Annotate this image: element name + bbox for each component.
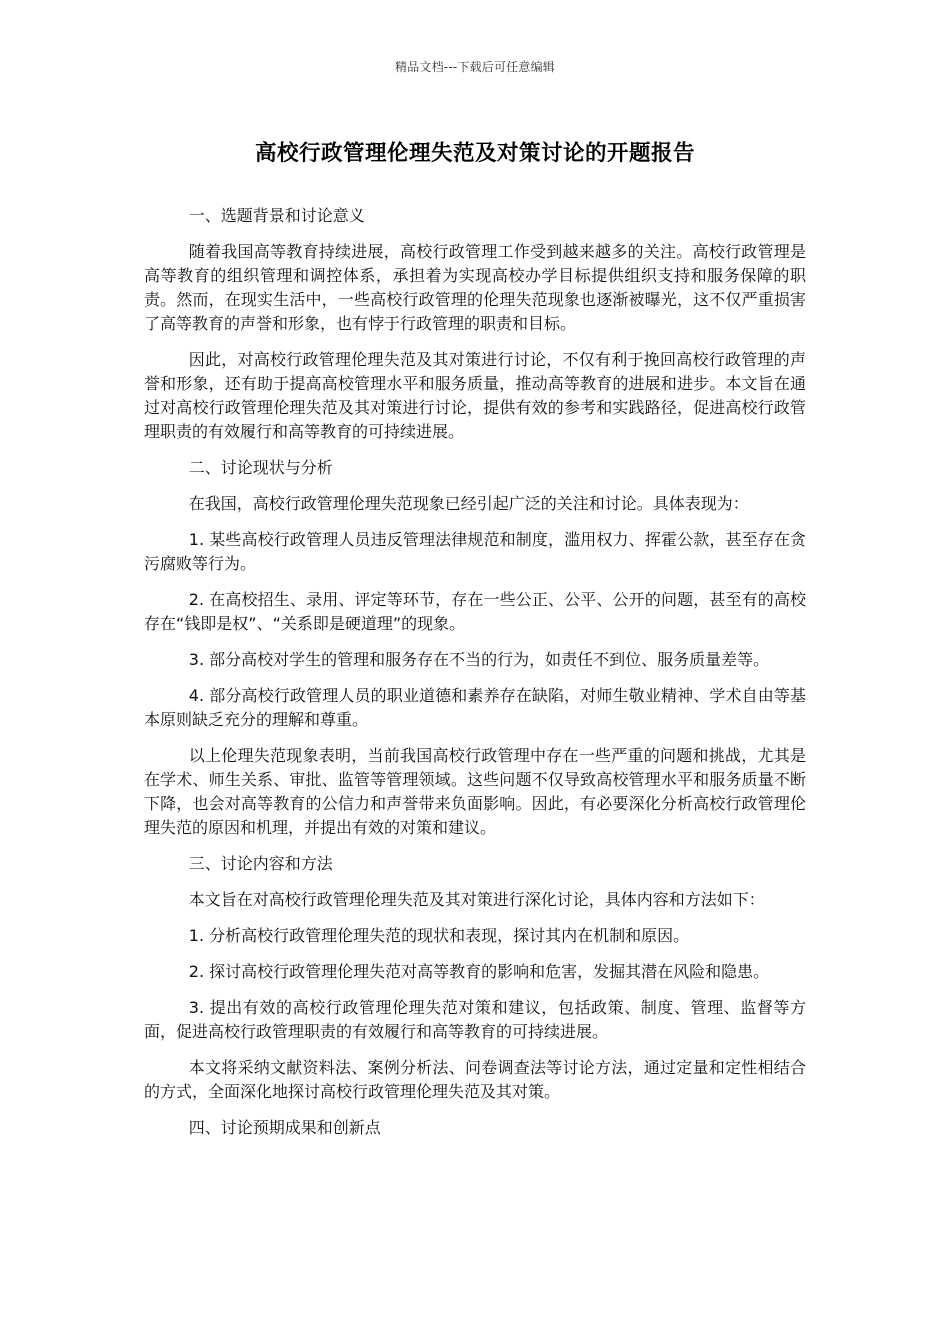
document-body: [144, 204, 806, 1152]
list-item: 1. 分析高校行政管理伦理失范的现状和表现，探讨其内在机制和原因。: [188, 926, 690, 945]
page-title: 高校行政管理伦理失范及对策讨论的开题报告: [254, 141, 695, 166]
section-heading-2: 二、讨论现状与分析: [188, 458, 333, 477]
header-note: 精品文档---下载后可任意编辑: [395, 60, 555, 74]
paragraph: 本文将采纳文献资料法、案例分析法、问卷调查法等讨论方法，通过定量和定性相结合的方式，全面深化地探讨高校行政管理伦理失范及其对策。: [144, 1058, 806, 1101]
list-item: 4. 部分高校行政管理人员的职业道德和素养存在缺陷，对师生敬业精神、学术自由等基本原则缺乏充分的理解和尊重。: [144, 686, 806, 729]
list-item: 1. 某些高校行政管理人员违反管理法律规范和制度，滥用权力、挥霍公款，甚至存在贪污腐败等行为。: [144, 530, 806, 573]
paragraph: 本文旨在对高校行政管理伦理失范及其对策进行深化讨论，具体内容和方法如下：: [188, 890, 765, 909]
paragraph: 因此，对高校行政管理伦理失范及其对策进行讨论，不仅有利于挽回高校行政管理的声誉和形象，还有助于提高高校管理水平和服务质量，推动高等教育的进展和进步。本文旨在通过对高校行政管理伦理失范及其对策进行讨论，提供有效的参考和实践路径，促进高校行政管理职责的有效履行和高等教育的可持续进展。: [144, 350, 806, 441]
paragraph: 以上伦理失范现象表明，当前我国高校行政管理中存在一些严重的问题和挑战，尤其是在学术、师生关系、审批、监管等管理领域。这些问题不仅导致高校管理水平和服务质量不断下降，也会对高等教育的公信力和声誉带来负面影响。因此，有必要深化分析高校行政管理伦理失范的原因和机理，并提出有效的对策和建议。: [144, 746, 806, 837]
list-item: 3. 部分高校对学生的管理和服务存在不当的行为，如责任不到位、服务质量差等。: [188, 650, 770, 669]
section-heading-1: 一、选题背景和讨论意义: [188, 206, 365, 225]
list-item: 2. 在高校招生、录用、评定等环节，存在一些公正、公平、公开的问题，甚至有的高校存在“钱即是权”、“关系即是硬道理”的现象。: [144, 590, 806, 633]
paragraph: 随着我国高等教育持续进展，高校行政管理工作受到越来越多的关注。高校行政管理是高等教育的组织管理和调控体系，承担着为实现高校办学目标提供组织支持和服务保障的职责。然而，在现实生活中，一些高校行政管理的伦理失范现象也逐渐被曝光，这不仅严重损害了高等教育的声誉和形象，也有悖于行政管理的职责和目标。: [144, 242, 806, 333]
paragraph: 在我国，高校行政管理伦理失范现象已经引起广泛的关注和讨论。具体表现为：: [188, 494, 749, 513]
list-item: 3. 提出有效的高校行政管理伦理失范对策和建议，包括政策、制度、管理、监督等方面，促进高校行政管理职责的有效履行和高等教育的可持续进展。: [144, 998, 806, 1041]
section-heading-4: 四、讨论预期成果和创新点: [188, 1118, 381, 1137]
list-item: 2. 探讨高校行政管理伦理失范对高等教育的影响和危害，发掘其潜在风险和隐患。: [188, 962, 770, 981]
section-heading-3: 三、讨论内容和方法: [188, 854, 333, 873]
